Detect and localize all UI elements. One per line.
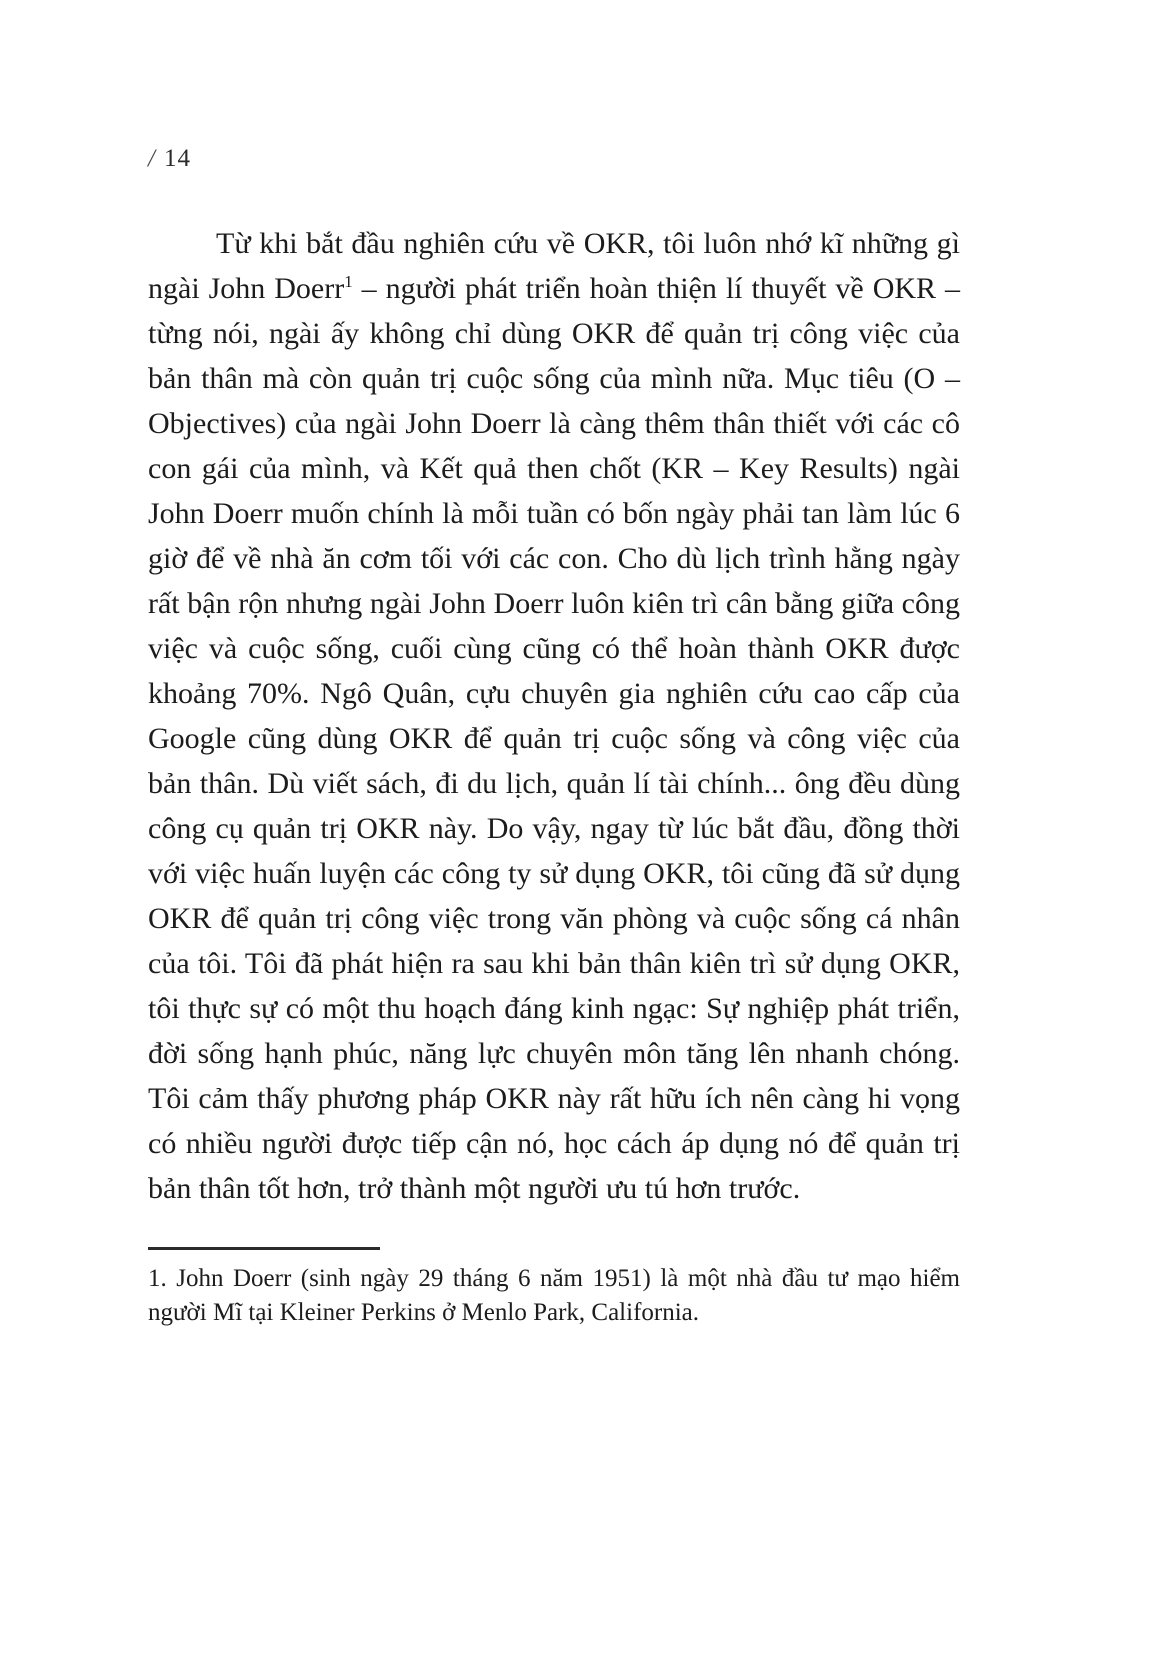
page-number [148,145,960,177]
body-paragraph [148,221,960,1211]
page-number-value: 14 [163,145,191,172]
paragraph-text-after-note: – người phát triển hoàn thiện lí thuyết về OKR – từng nói, ngài ấy không chỉ dùng OKR để quản trị công việc của bản thân mà còn quản trị cuộc sống của mình nữa. Mục tiêu (O – Objectives) của ngài John Doerr là càng thêm thân thiết với các cô con gái của mình, và Kết quả then chốt (KR – Key Results) ngài John Doerr muốn chính là mỗi tuần có bốn ngày phải tan làm lúc 6 giờ để về nhà ăn cơm tối với các con. Cho dù lịch trình hằng ngày rất bận rộn nhưng ngài John Doerr luôn kiên trì cân bằng giữa công việc và cuộc sống, cuối cùng cũng có thể hoàn thành OKR được khoảng 70%. Ngô Quân, cựu chuyên gia nghiên cứu cao cấp của Google cũng dùng OKR để quản trị cuộc sống và công việc của bản thân. Dù viết sách, đi du lịch, quản lí tài chính... ông đều dùng công cụ quản trị OKR này. Do vậy, ngay từ lúc bắt đầu, đồng thời với việc huấn luyện các công ty sử dụng OKR, tôi cũng đã sử dụng OKR để quản trị công việc trong văn phòng và cuộc sống cá nhân của tôi. Tôi đã phát hiện ra sau khi bản thân kiên trì sử dụng OKR, tôi thực sự có một thu hoạch đáng kinh ngạc: Sự nghiệp phát triển, đời sống hạnh phúc, năng lực chuyên môn tăng lên nhanh chóng. Tôi cảm thấy phương pháp OKR này rất hữu ích nên càng hi vọng có nhiều người được tiếp cận nó, học cách áp dụng nó để quản trị bản thân tốt hơn, trở thành một người ưu tú hơn trước. [148,272,960,1205]
paragraph-text-before-note: Từ khi bắt đầu nghiên cứu về OKR, tôi luôn nhớ kĩ những gì ngài John Doerr [148,227,960,305]
footnote-text: 1. John Doerr (sinh ngày 29 tháng 6 năm 1951) là một nhà đầu tư mạo hiểm người Mĩ tại Kleiner Perkins ở Menlo Park, California. [148,1265,960,1326]
footnote-separator [148,1247,380,1250]
footnote-section [148,1247,960,1330]
page-number-slash: / [148,145,156,172]
footnote-reference: 1 [344,272,353,291]
